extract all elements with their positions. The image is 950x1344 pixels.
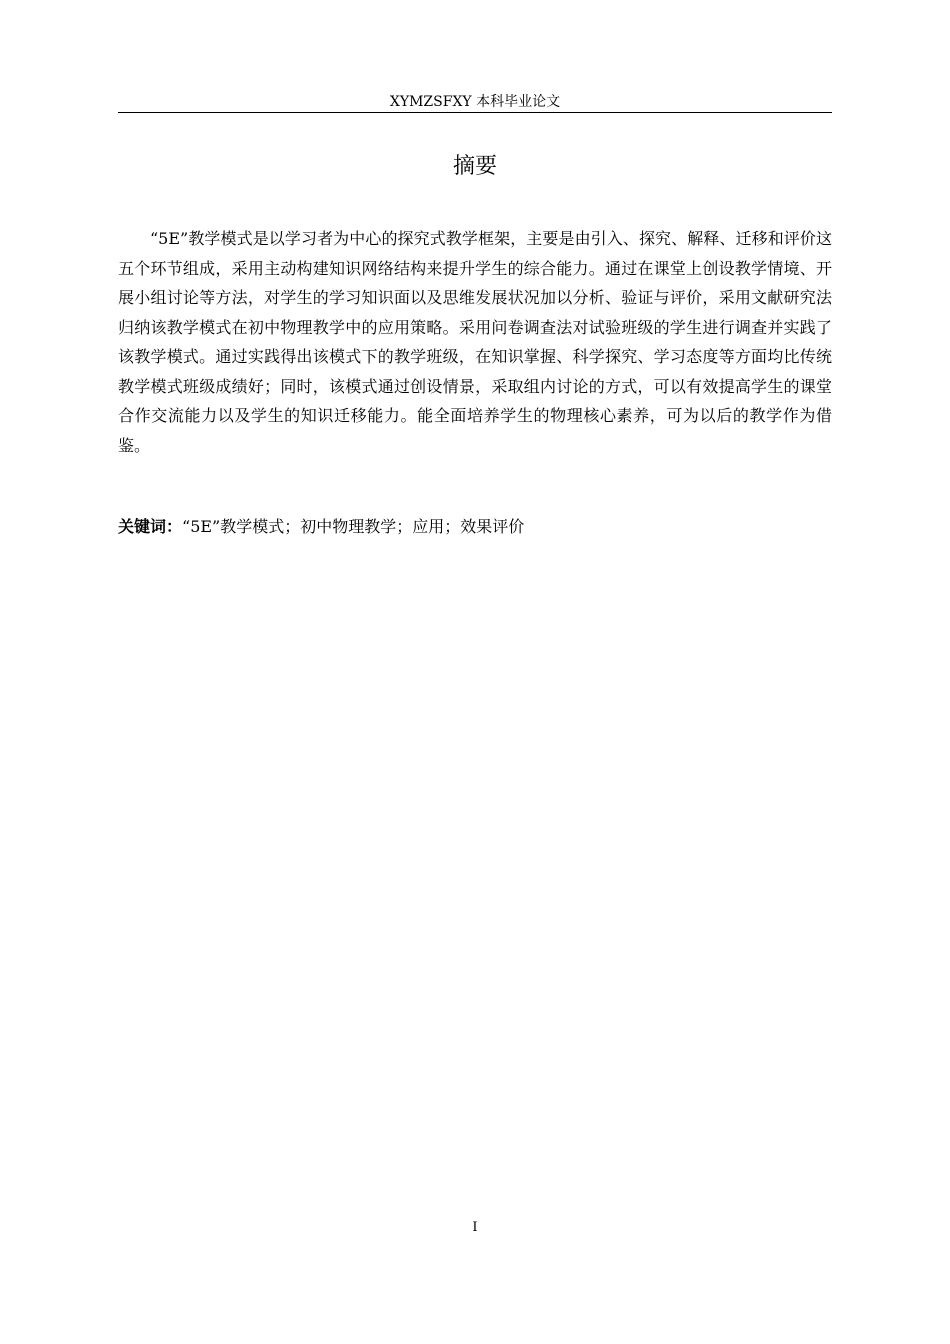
page-number: I [472, 1220, 478, 1235]
keywords-line [118, 512, 832, 542]
abstract-body: “5E”教学模式是以学习者为中心的探究式教学框架，主要是由引入、探究、解释、迁移和评价这五个环节组成，采用主动构建知识网络结构来提升学生的综合能力。通过在课堂上创设教学情境、开展小组讨论等方法，对学生的学习知识面以及思维发展状况加以分析、验证与评价，采用文献研究法归纳该教学模式在初中物理教学中的应用策略。采用问卷调查法对试验班级的学生进行调查并实践了该教学模式。通过实践得出该模式下的教学班级，在知识掌握、科学探究、学习态度等方面均比传统教学模式班级成绩好；同时，该模式通过创设情景，采取组内讨论的方式，可以有效提高学生的课堂合作交流能力以及学生的知识迁移能力。能全面培养学生的物理核心素养，可为以后的教学作为借鉴。 [118, 229, 832, 455]
header-divider [118, 112, 832, 113]
running-header: XYMZSFXY 本科毕业论文 [389, 94, 561, 110]
abstract-title: 摘要 [452, 154, 497, 179]
keywords-label: 关键词： [118, 517, 183, 536]
keywords-text: “5E”教学模式；初中物理教学；应用；效果评价 [182, 517, 525, 536]
